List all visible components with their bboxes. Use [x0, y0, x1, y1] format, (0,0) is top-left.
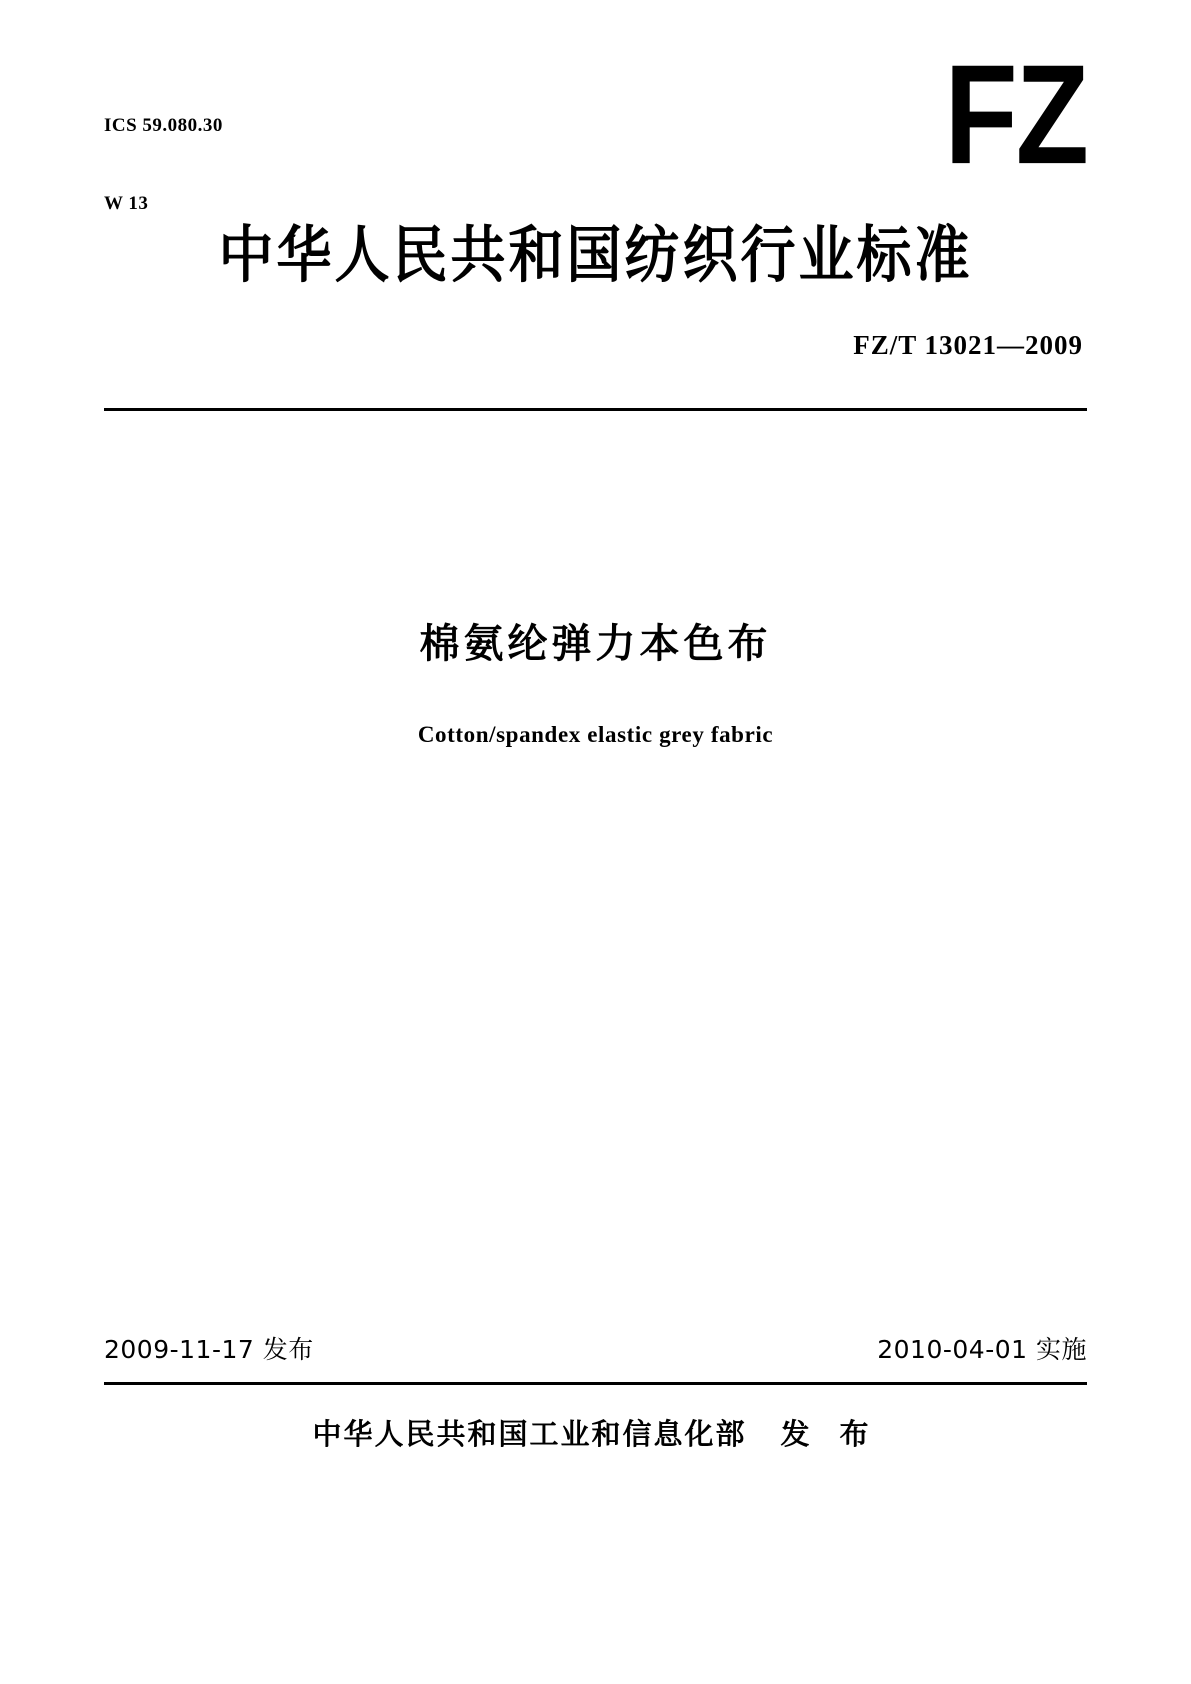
issuing-action-label: 发 布: [780, 1417, 879, 1451]
document-title-english: Cotton/spandex elastic grey fabric: [417, 722, 774, 747]
cover-header: [104, 35, 1087, 222]
standard-number: FZ/T 13021—2009: [853, 330, 1083, 360]
china-standard-code: W 13: [104, 193, 149, 215]
ics-code: ICS 59.080.30: [104, 115, 223, 137]
footer-dates: [104, 1330, 1087, 1366]
implementation-date: 2010-04-01 实施: [877, 1335, 1087, 1364]
issue-date: 2009-11-17 发布: [104, 1335, 314, 1364]
fz-logo: FZ: [944, 35, 1087, 194]
header-divider: [104, 408, 1087, 411]
footer-divider: [104, 1382, 1087, 1385]
issuing-authority: [0, 1412, 1191, 1453]
national-standard-title: 中华人民共和国纺织行业标准: [218, 218, 973, 291]
document-title-chinese: 棉氨纶弹力本色布: [419, 621, 772, 667]
issuing-authority-name: 中华人民共和国工业和信息化部: [312, 1417, 747, 1451]
